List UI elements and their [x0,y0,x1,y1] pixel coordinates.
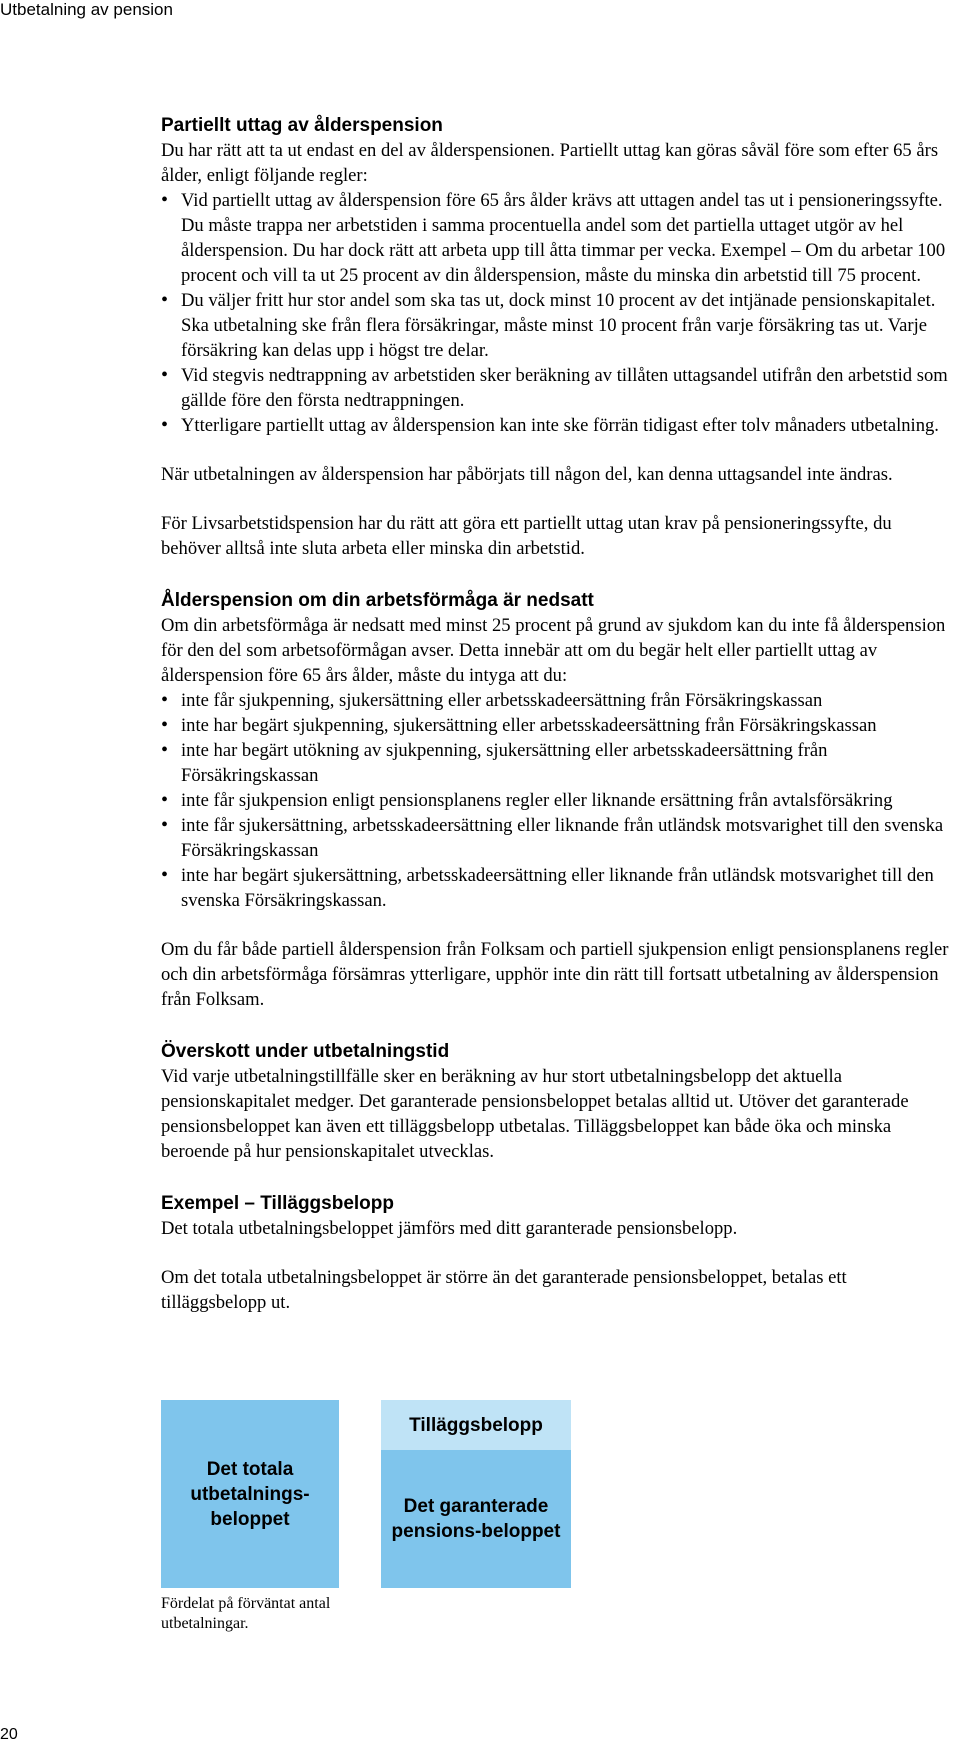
paragraph: Om du får både partiell ålderspension från Folksam och partiell sjukpension enligt pensionsplanens regler och din arbetsförmåga försämras ytterligare, upphör inte din rätt till fortsatt utbetalning av ålderspension från Folksam. [161,939,949,1010]
list-item: • inte får sjukpension enligt pensionsplanens regler eller liknande ersättning från avtalsförsäkring [161,788,951,813]
list-item: • inte har begärt sjukersättning, arbetsskadeersättning eller liknande från utländsk motsvarighet till den svenska Försäkringskassan. [161,863,951,913]
heading-exempel: Exempel – Tilläggsbelopp [161,1193,394,1214]
paragraph-intro: Du har rätt att ta ut endast en del av ålderspensionen. Partiellt uttag kan göras såväl före som efter 65 års ålder, enligt följande regler: [161,140,939,186]
paragraph: Det totala utbetalningsbeloppet jämförs med ditt garanterade pensionsbelopp. [161,1218,738,1239]
list-item: • Ytterligare partiellt uttag av ålderspension kan inte ske förrän tidigast efter tolv månaders utbetalning. [161,413,951,438]
total-amount-box [161,1400,339,1588]
supplement-box [381,1400,571,1450]
list-item: • inte har begärt sjukpenning, sjukersättning eller arbetsskadeersättning från Försäkringskassan [161,713,951,738]
list-item: • Vid stegvis nedtrappning av arbetstiden sker beräkning av tillåten uttagsandel utifrån den arbetstid som gällde före den första nedtrappningen. [161,363,951,413]
paragraph: När utbetalningen av ålderspension har påbörjats till någon del, kan denna uttagsandel inte ändras. [161,464,893,485]
guaranteed-amount-label: Det garanterade pensions-beloppet [391,1496,561,1542]
paragraph: Om det totala utbetalningsbeloppet är större än det garanterade pensionsbeloppet, betalas ett tilläggsbelopp ut. [161,1267,847,1313]
list-item: • Du väljer fritt hur stor andel som ska tas ut, dock minst 10 procent av det intjänade pensionskapitalet. Ska utbetalning ske från flera försäkringar, måste minst 10 procent från varje försäkring tas ut. Varje försäkring kan delas upp i högst tre delar. [161,288,951,363]
supplement-label: Tilläggsbelopp [409,1414,543,1436]
heading-arbetsformaga: Ålderspension om din arbetsförmåga är nedsatt [161,590,594,611]
payout-diagram [161,1400,571,1588]
heading-overskott: Överskott under utbetalningstid [161,1041,450,1062]
paragraph: Vid varje utbetalningstillfälle sker en beräkning av hur stort utbetalningsbelopp det aktuella pensionskapitalet medger. Det garanterade pensionsbeloppet betalas alltid ut. Utöver det garanterade pensionsbeloppet kan även ett tilläggsbelopp utbetalas. Tilläggsbeloppet kan både öka och minska beroende på hur pensionskapitalet utvecklas. [161,1066,909,1162]
list-item: • inte har begärt utökning av sjukpenning, sjukersättning eller arbetsskadeersättning från Försäkringskassan [161,738,951,788]
diagram-caption: Fördelat på förväntat antal utbetalningar. [161,1595,331,1632]
certification-list [161,688,951,913]
list-item: • inte får sjukersättning, arbetsskadeersättning eller liknande från utländsk motsvarighet till den svenska Försäkringskassan [161,813,951,863]
guaranteed-amount-box [381,1450,571,1588]
page-number: 20 [0,1726,18,1743]
document-body [161,113,951,1315]
paragraph-intro: Om din arbetsförmåga är nedsatt med minst 25 procent på grund av sjukdom kan du inte få ålderspension för den del som arbetsoförmågan avser. Detta innebär att om du begär helt eller partiellt uttag av ålderspension före 65 års ålder, måste du intyga att du: [161,615,946,686]
heading-partiellt-uttag: Partiellt uttag av ålderspension [161,115,443,136]
total-amount-label: Det totala utbetalnings-beloppet [190,1458,310,1530]
list-item: • Vid partiellt uttag av ålderspension före 65 års ålder krävs att uttagen andel tas ut i pensioneringssyfte. Du måste trappa ner arbetstiden i samma procentuella andel som det partiella uttaget utgör av hel ålderspension. Du har dock rätt att arbeta upp till åtta timmar per vecka. Exempel – Om du arbetar 100 procent och vill ta ut 25 procent av din ålderspension, måste du minska din arbetstid till 75 procent. [161,188,951,288]
paragraph: För Livsarbetstidspension har du rätt att göra ett partiellt uttag utan krav på pensioneringssyfte, du behöver alltså inte sluta arbeta eller minska din arbetstid. [161,513,892,559]
running-header: Utbetalning av pension [0,0,173,19]
rules-list [161,188,951,438]
list-item: • inte får sjukpenning, sjukersättning eller arbetsskadeersättning från Försäkringskassan [161,688,951,713]
